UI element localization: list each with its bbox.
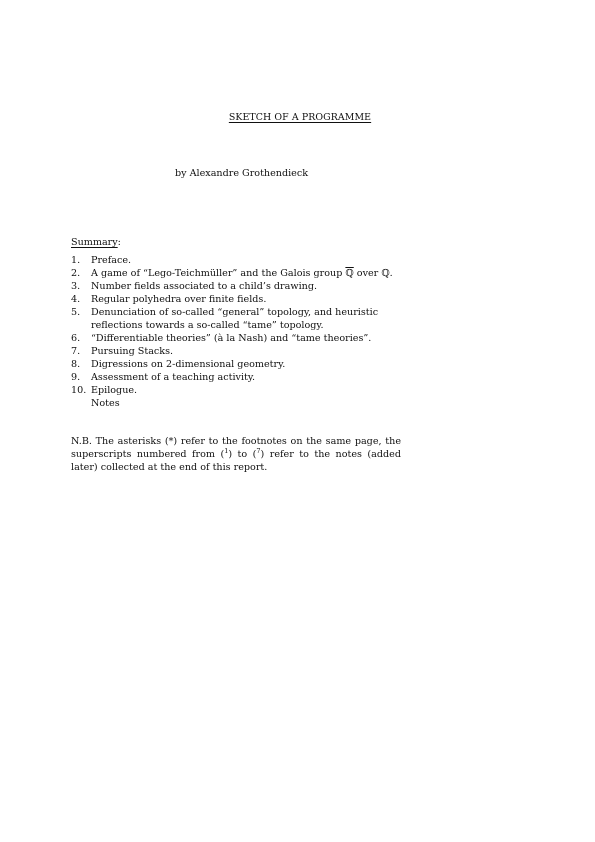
author-byline: by Alexandre Grothendieck — [175, 168, 309, 179]
toc-number: 2. — [71, 268, 81, 279]
toc-item — [71, 384, 411, 397]
summary-label: Summary — [71, 237, 118, 248]
toc-text-part: A game of “Lego-Teichmüller” and the Galois group — [91, 268, 346, 279]
toc-item — [71, 345, 411, 358]
superscript-number: 1 — [224, 446, 229, 455]
toc-text — [91, 267, 411, 280]
toc-item — [71, 371, 411, 384]
toc-item — [71, 254, 411, 267]
document-title — [0, 111, 595, 124]
toc-number: 1. — [71, 255, 81, 266]
nota-bene-paragraph — [71, 435, 401, 474]
toc-item — [71, 306, 411, 332]
toc-item — [71, 332, 411, 345]
toc-number: 9. — [71, 372, 81, 383]
toc-text: Number fields associated to a child’s drawing. — [91, 281, 318, 292]
toc-number: 6. — [71, 333, 81, 344]
nb-text: ) refer to the notes (added later) collected at the end of this report. — [71, 448, 401, 473]
toc-number: 10. — [71, 385, 87, 396]
summary-heading — [71, 236, 121, 249]
superscript-number: 7 — [256, 446, 261, 455]
document-title-text: SKETCH OF A PROGRAMME — [228, 112, 372, 123]
toc-number: 8. — [71, 359, 81, 370]
toc-text: Pursuing Stacks. — [91, 346, 174, 357]
algebraic-closure-symbol: ℚ — [345, 268, 354, 279]
toc-text: “Differentiable theories” (à la Nash) and “tame theories”. — [91, 333, 372, 344]
toc-text-part: . — [389, 268, 393, 279]
rationals-symbol: ℚ — [381, 268, 390, 279]
nb-text: N.B. The asterisks (*) refer to the footnotes on the same page, the superscripts numbered from ( — [71, 435, 401, 460]
toc-text: Notes — [91, 398, 120, 409]
toc-text-part: over — [353, 268, 382, 279]
toc-item — [71, 358, 411, 371]
toc-text: Denunciation of so-called “general” topology, and heuristic reflections towards a so-called “tame” topology. — [91, 307, 379, 331]
toc-text: Regular polyhedra over finite fields. — [91, 294, 267, 305]
toc-item — [71, 280, 411, 293]
toc-number — [71, 397, 91, 410]
toc-item — [71, 293, 411, 306]
toc-item — [71, 397, 411, 410]
toc-number: 7. — [71, 346, 81, 357]
toc-text: Digressions on 2-dimensional geometry. — [91, 359, 286, 370]
toc-number: 3. — [71, 281, 81, 292]
toc-number: 5. — [71, 307, 81, 318]
summary-colon: : — [117, 237, 121, 248]
toc-number: 4. — [71, 294, 81, 305]
table-of-contents — [71, 254, 411, 410]
toc-text: Epilogue. — [91, 385, 138, 396]
toc-text: Preface. — [91, 255, 132, 266]
toc-item — [71, 267, 411, 280]
toc-text: Assessment of a teaching activity. — [91, 372, 256, 383]
nb-text: ) to ( — [228, 448, 257, 460]
